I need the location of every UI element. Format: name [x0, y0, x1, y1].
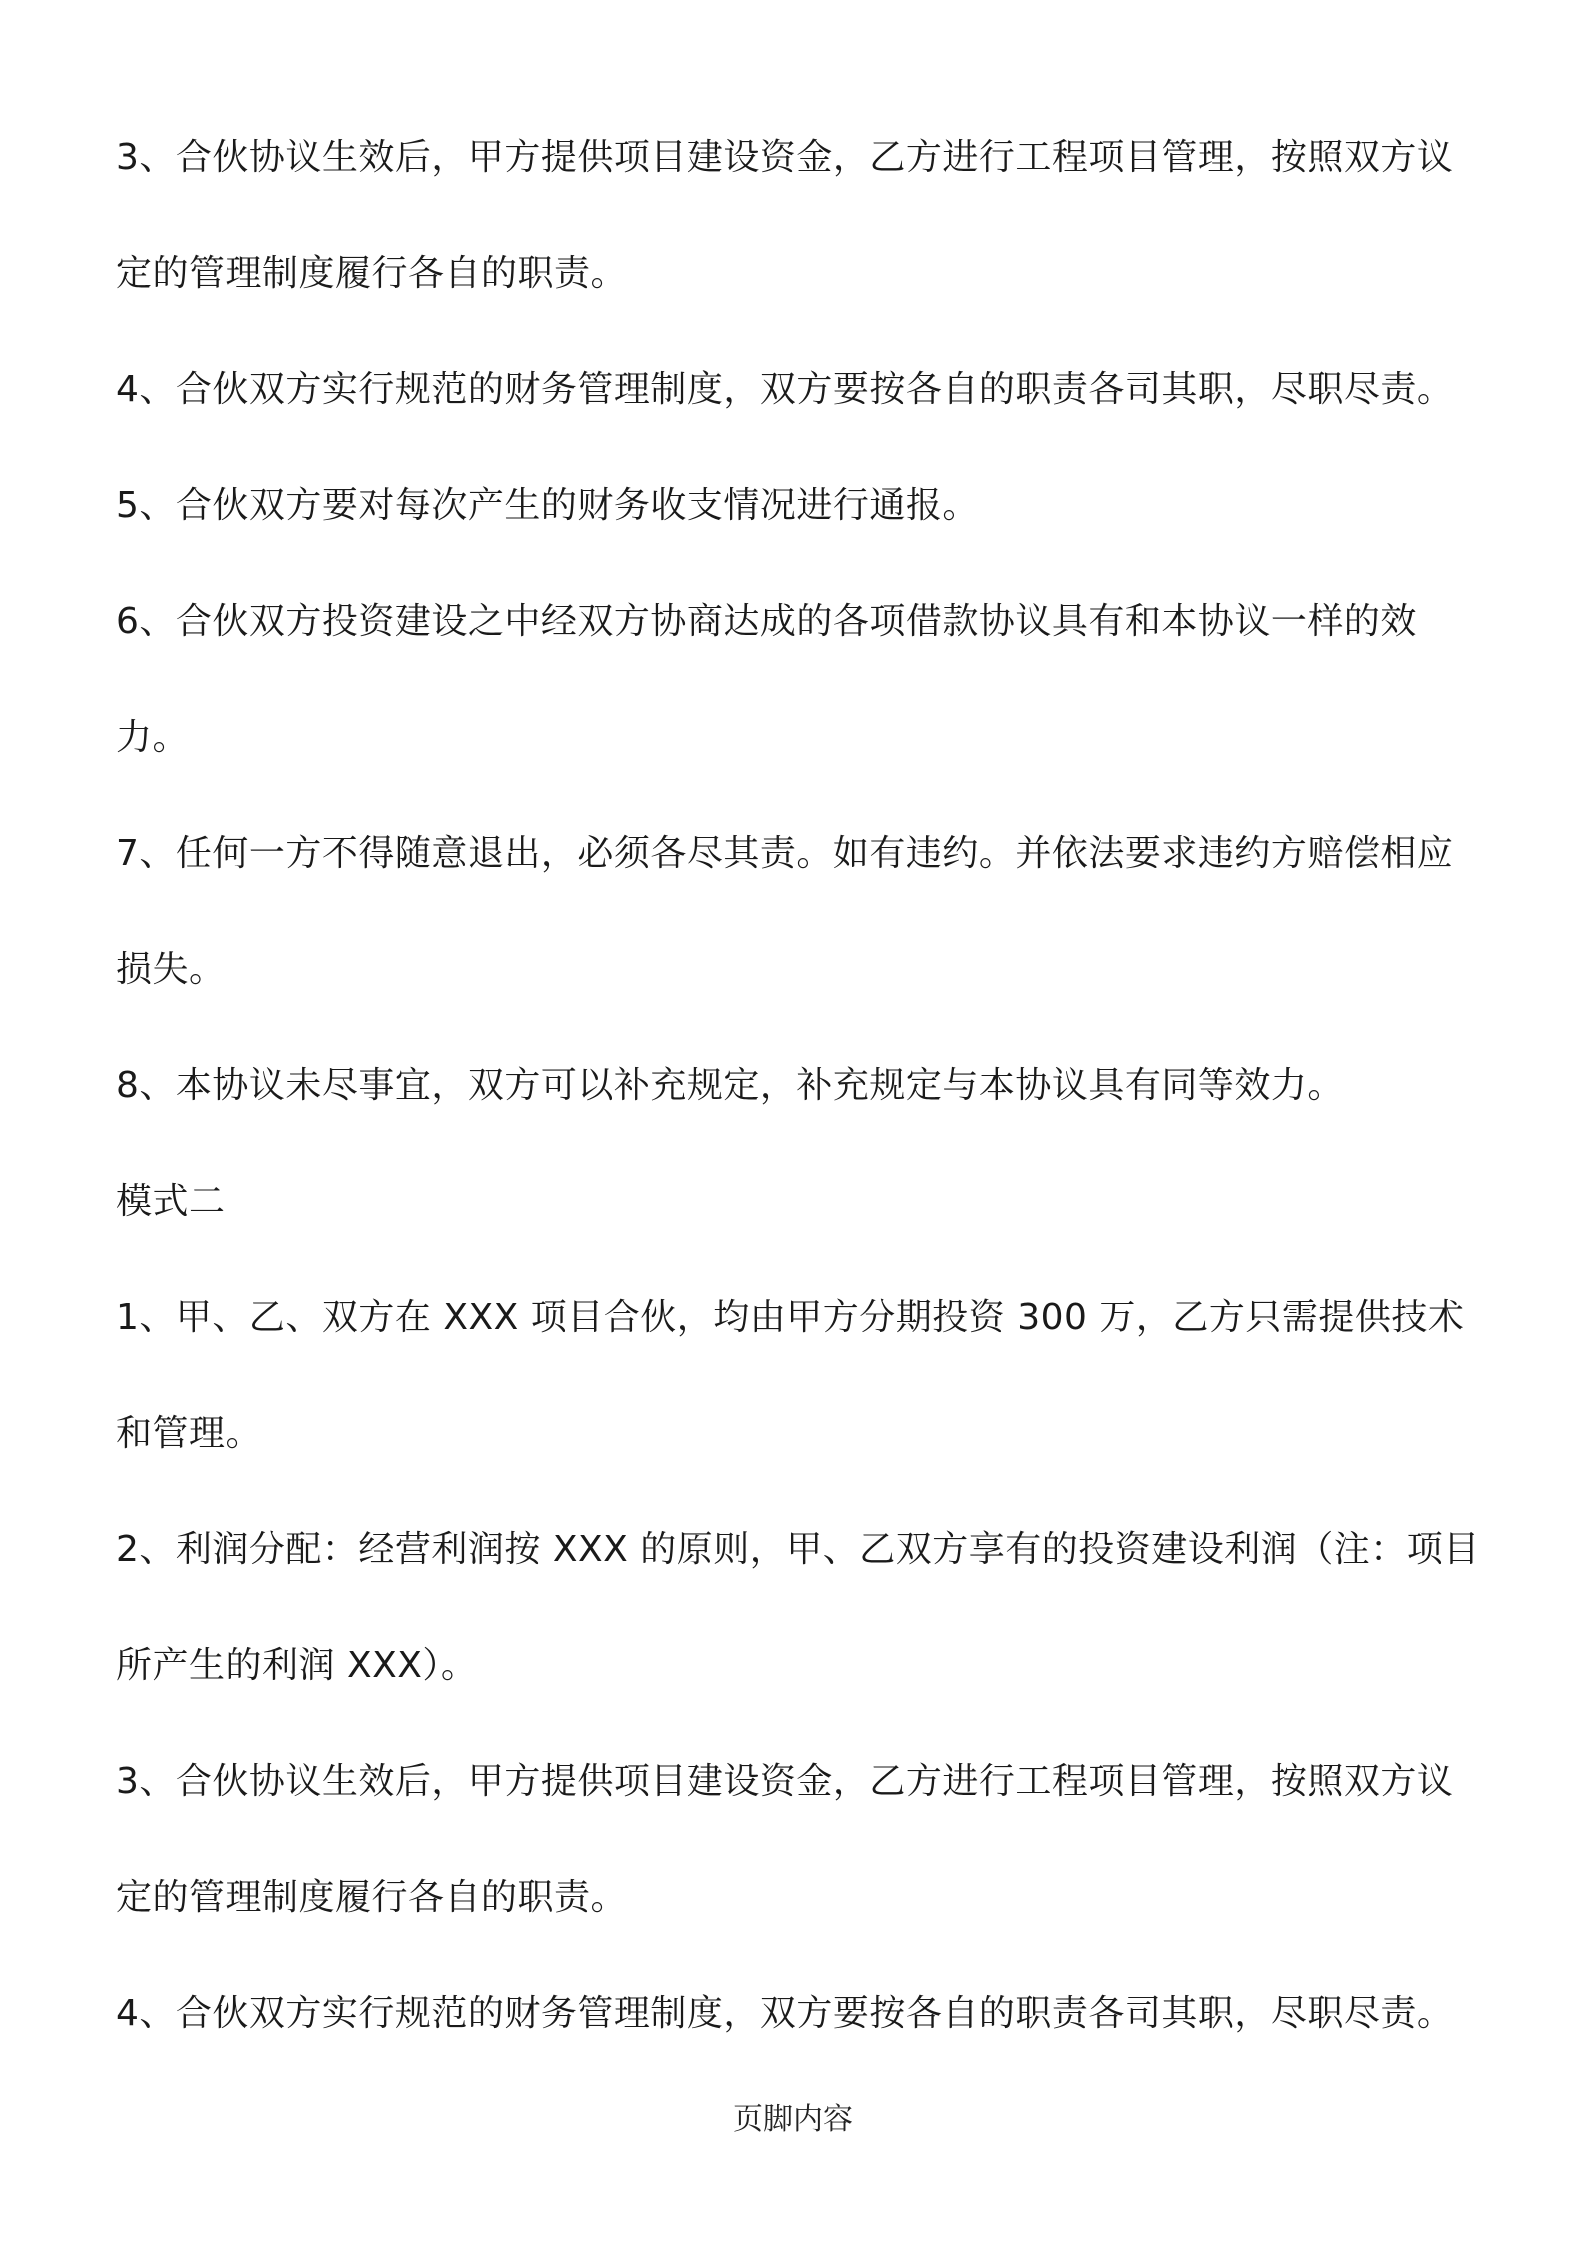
text-line-17: 4、合伙双方实行规范的财务管理制度，双方要按各自的职责各司其职，尽职尽责。 — [116, 1993, 1454, 2034]
text-line-6: 力。 — [116, 717, 190, 758]
text-line-9: 8、本协议未尽事宜，双方可以补充规定，补充规定与本协议具有同等效力。 — [116, 1065, 1344, 1106]
text-line-11: 1、甲、乙、双方在 XXX 项目合伙，均由甲方分期投资 300 万，乙方只需提供技术 — [116, 1297, 1465, 1338]
text-line-2: 定的管理制度履行各自的职责。 — [116, 253, 628, 294]
text-line-13: 2、利润分配：经营利润按 XXX 的原则，甲、乙双方享有的投资建设利润（注：项目 — [116, 1529, 1480, 1570]
text-line-3: 4、合伙双方实行规范的财务管理制度，双方要按各自的职责各司其职，尽职尽责。 — [116, 369, 1454, 410]
text-line-1: 3、合伙协议生效后，甲方提供项目建设资金，乙方进行工程项目管理，按照双方议 — [116, 137, 1454, 178]
text-line-16: 定的管理制度履行各自的职责。 — [116, 1877, 628, 1918]
text-line-7: 7、任何一方不得随意退出，必须各尽其责。如有违约。并依法要求违约方赔偿相应 — [116, 833, 1454, 874]
text-line-4: 5、合伙双方要对每次产生的财务收支情况进行通报。 — [116, 485, 979, 526]
page-footer: 页脚内容 — [733, 2102, 853, 2137]
text-line-15: 3、合伙协议生效后，甲方提供项目建设资金，乙方进行工程项目管理，按照双方议 — [116, 1761, 1454, 1802]
text-line-8: 损失。 — [116, 949, 226, 990]
text-line-5: 6、合伙双方投资建设之中经双方协商达成的各项借款协议具有和本协议一样的效 — [116, 601, 1417, 642]
text-line-12: 和管理。 — [116, 1413, 263, 1454]
text-line-14: 所产生的利润 XXX）。 — [116, 1645, 478, 1686]
section-heading-mode-2: 模式二 — [116, 1181, 226, 1222]
